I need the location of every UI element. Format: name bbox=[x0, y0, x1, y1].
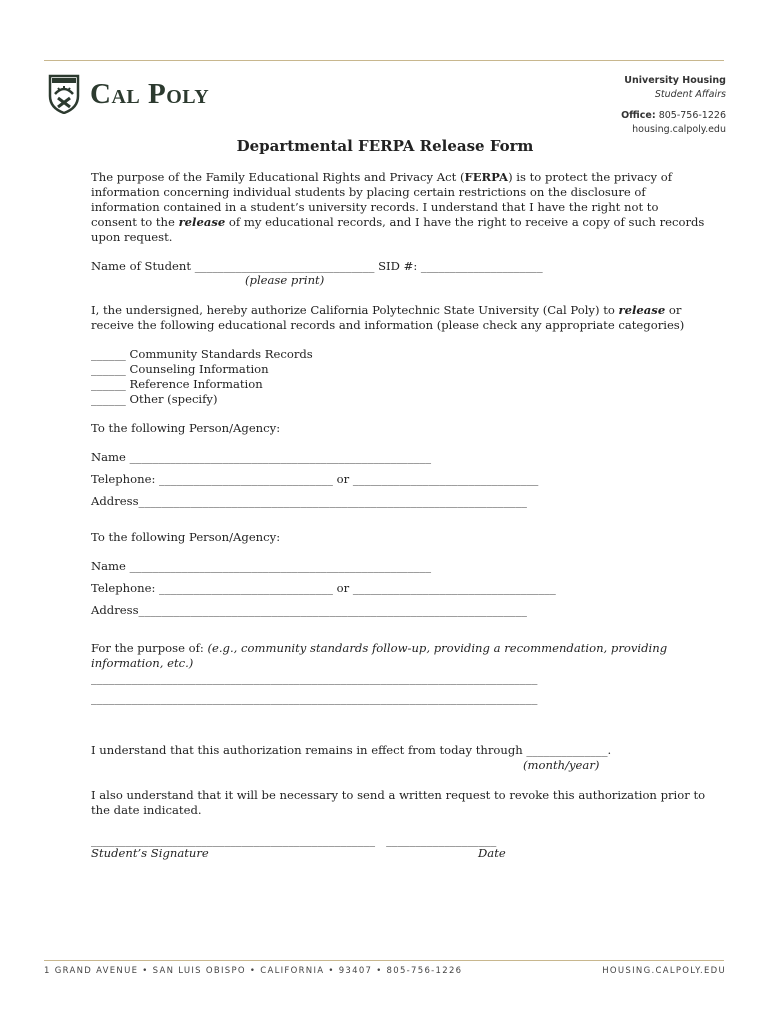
release-emphasis: release bbox=[178, 215, 226, 229]
category-community-standards[interactable]: ______ Community Standards Records bbox=[91, 347, 313, 361]
office-phone: 805-756-1226 bbox=[658, 110, 726, 121]
purpose-example: information, etc.) bbox=[91, 656, 194, 670]
signature-labels bbox=[91, 846, 691, 861]
agency-2-address-field[interactable]: Address___________________________________________________________________ bbox=[91, 603, 527, 617]
purpose-field-2[interactable]: _____________________________________________________________________________ bbox=[91, 691, 538, 705]
student-name-sid-line[interactable]: Name of Student _______________________________ SID #: _____________________ bbox=[91, 259, 543, 273]
purpose-example: (e.g., community standards follow-up, providing a recommendation, providing bbox=[207, 641, 668, 655]
purpose-section bbox=[91, 641, 691, 706]
revoke-section bbox=[91, 788, 706, 818]
effect-section bbox=[91, 743, 691, 758]
footer-address: 1 GRAND AVENUE • SAN LUIS OBISPO • CALIFORNIA • 93407 • 805-756-1226 bbox=[44, 966, 463, 976]
intro-text: of my educational records, and I have the right to receive a copy of such records bbox=[225, 215, 705, 229]
purpose-label: For the purpose of: bbox=[91, 641, 208, 655]
agency-heading: To the following Person/Agency: bbox=[91, 421, 281, 435]
student-name-field[interactable] bbox=[91, 259, 691, 274]
footer-website: HOUSING.CALPOLY.EDU bbox=[602, 966, 726, 976]
cal-poly-logo bbox=[48, 74, 209, 114]
revoke-text: I also understand that it will be necessary to send a written request to revoke this authorization prior to bbox=[91, 788, 706, 802]
header-contact bbox=[621, 74, 726, 137]
agency-1-telephone-field[interactable]: Telephone: ______________________________ or ________________________________ bbox=[91, 472, 539, 486]
category-counseling[interactable]: ______ Counseling Information bbox=[91, 362, 269, 376]
office-label: Office: bbox=[621, 110, 656, 121]
intro-paragraph bbox=[91, 170, 705, 245]
website: housing.calpoly.edu bbox=[632, 124, 726, 135]
agency-2-name-field[interactable]: Name ____________________________________________________ bbox=[91, 559, 432, 573]
division-name: Student Affairs bbox=[654, 89, 726, 100]
effect-statement[interactable]: I understand that this authorization remains in effect from today through ______________. bbox=[91, 743, 612, 757]
purpose-field-1[interactable]: _____________________________________________________________________________ bbox=[91, 671, 538, 685]
release-emphasis: release bbox=[618, 303, 666, 317]
ferpa-acronym: FERPA bbox=[464, 170, 509, 184]
signature-date-line[interactable]: _________________________________________________ ___________________ bbox=[91, 833, 497, 847]
month-year-label: (month/year) bbox=[523, 758, 600, 772]
intro-text: information concerning individual students by placing certain restrictions on the disclosure of bbox=[91, 185, 646, 199]
authorize-paragraph bbox=[91, 303, 691, 333]
agency-2-telephone-field[interactable]: Telephone: ______________________________ or ___________________________________ bbox=[91, 581, 556, 595]
authorize-text: I, the undersigned, hereby authorize California Polytechnic State University (Cal Poly) to bbox=[91, 303, 619, 317]
authorize-text: receive the following educational records and information (please check any appropriate categories) bbox=[91, 318, 685, 332]
logo-text: Cal Poly bbox=[90, 77, 210, 110]
intro-text: The purpose of the Family Educational Rights and Privacy Act ( bbox=[91, 170, 465, 184]
please-print-note bbox=[245, 273, 770, 288]
footer-rule bbox=[44, 960, 724, 961]
cal-poly-shield-icon bbox=[48, 74, 80, 114]
agency-1-name-field[interactable]: Name ____________________________________________________ bbox=[91, 450, 432, 464]
department-name: University Housing bbox=[624, 75, 726, 86]
agency-heading: To the following Person/Agency: bbox=[91, 530, 281, 544]
agency-1-section bbox=[91, 421, 691, 509]
intro-text: information contained in a student’s university records. I understand that I have the right not to bbox=[91, 200, 659, 214]
category-list bbox=[91, 347, 691, 407]
agency-2-section bbox=[91, 530, 691, 618]
month-year-note bbox=[523, 758, 643, 773]
intro-text: ) is to protect the privacy of bbox=[508, 170, 673, 184]
intro-text: consent to the bbox=[91, 215, 179, 229]
office-line bbox=[621, 109, 726, 123]
date-label-wrap bbox=[478, 846, 578, 861]
form-title: Departmental FERPA Release Form bbox=[236, 137, 534, 155]
authorize-text: or bbox=[665, 303, 682, 317]
intro-text: upon request. bbox=[91, 230, 173, 244]
please-print-label: (please print) bbox=[245, 273, 325, 287]
revoke-text: the date indicated. bbox=[91, 803, 202, 817]
header-rule bbox=[44, 60, 724, 61]
category-other[interactable]: ______ Other (specify) bbox=[91, 392, 218, 406]
category-reference[interactable]: ______ Reference Information bbox=[91, 377, 263, 391]
date-label: Date bbox=[478, 846, 506, 860]
signature-label: Student’s Signature bbox=[91, 846, 209, 860]
agency-1-address-field[interactable]: Address___________________________________________________________________ bbox=[91, 494, 527, 508]
